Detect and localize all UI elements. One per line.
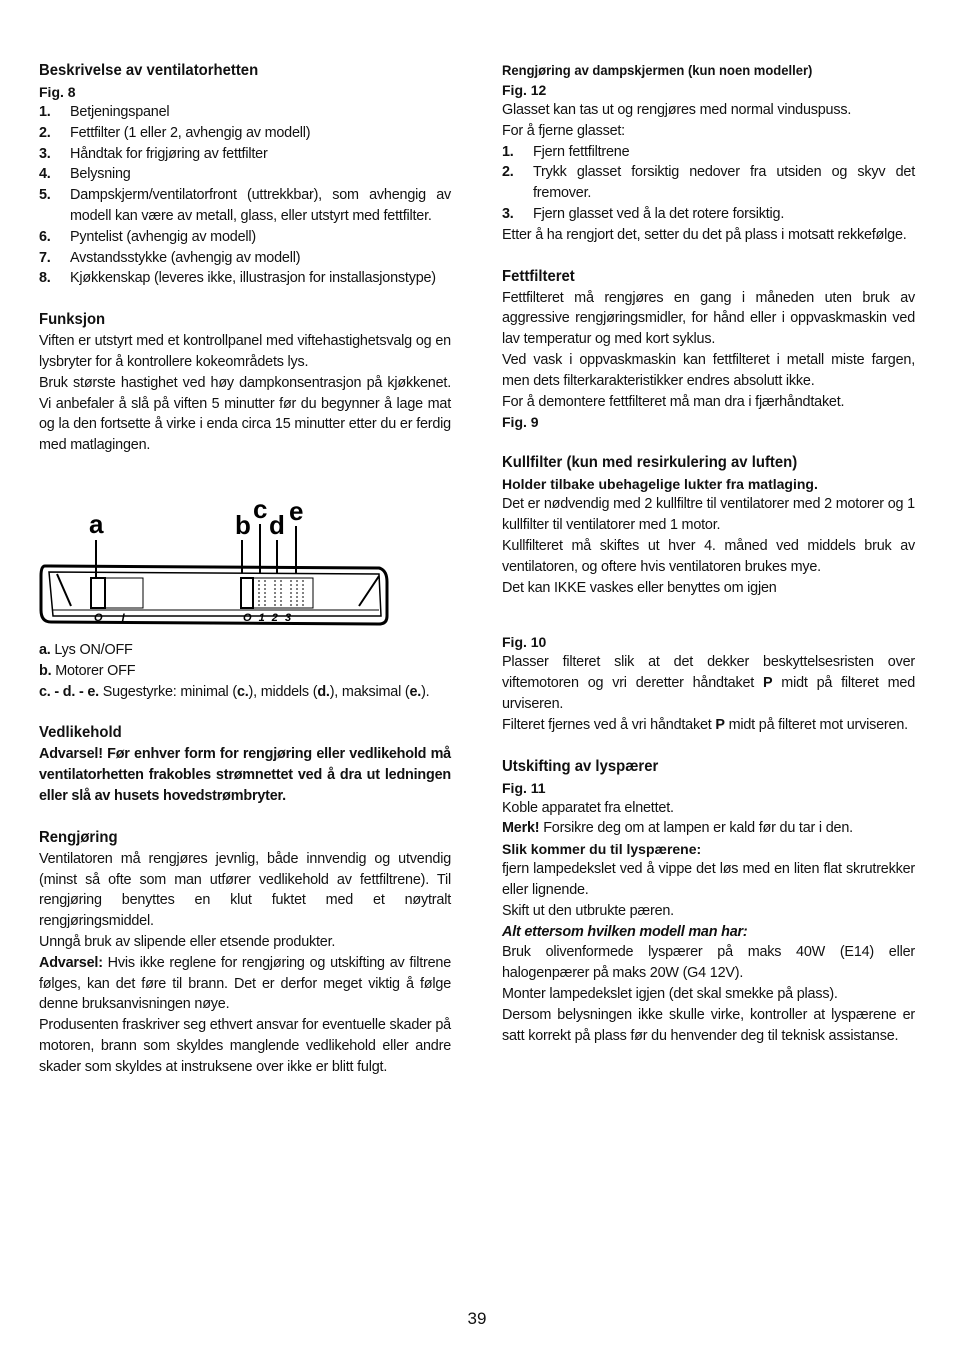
steam-step-item	[502, 142, 915, 163]
carbon-filter-heading: Kullfilter (kun med resirkulering av luften)	[502, 454, 798, 472]
description-list-item-number: 1.	[39, 104, 51, 120]
cleaning-heading: Rengjøring	[39, 828, 118, 846]
panel-label-e: e	[289, 495, 304, 526]
panel-label-c: c	[253, 493, 268, 524]
description-list-item-number: 2.	[39, 124, 51, 141]
panel-motor-marks: O 1 2 3	[243, 611, 294, 624]
left-column	[39, 60, 451, 1078]
description-list-item-number: 5.	[39, 187, 51, 204]
fig-12-label: Fig. 12	[502, 82, 547, 98]
carbon-paragraph-2: Kullfilteret må skiftes ut hver 4. måned ved middels bruk av ventilatoren, og oftere hvis ventilatoren brukes mye.	[502, 537, 915, 575]
description-list-item	[39, 102, 451, 123]
lamp-note: Merk! Forsikre deg om at lampen er kald før du tar i den.	[502, 820, 853, 837]
control-panel-illustration	[39, 478, 399, 628]
lamp-paragraph-6: Dersom belysningen ikke skulle virke, kontroller at lyspærene er satt korrekt på plass før du henvender deg til teknisk assistanse.	[502, 1006, 915, 1044]
legend-cde: c. - d. - e. Sugestyrke: minimal (c.), middels (d.), maksimal (e.).	[39, 683, 430, 700]
fig10-paragraph-2: Filteret fjernes ved å vri håndtaket P midt på filteret mot urviseren.	[502, 716, 908, 733]
function-paragraph-2: Bruk største hastighet ved høy dampkonsentrasjon på kjøkkenet. Vi anbefaler å slå på viften 5 minutter før du begynner å lage mat og la den fortsette å virke i enda circa 15 minutter etter du er ferdig med matlagingen.	[39, 374, 451, 454]
description-list-item-text: Belysning	[70, 166, 131, 183]
steam-step-item-text: Fjern fettfiltrene	[533, 143, 630, 160]
lamp-model-note: Alt ettersom hvilken modell man har:	[502, 923, 748, 940]
description-list	[39, 102, 451, 289]
steam-step-item-number: 2.	[502, 164, 514, 181]
legend-a: a. Lys ON/OFF	[39, 641, 133, 658]
description-list-item-text: Avstandsstykke (avhengig av modell)	[70, 249, 301, 266]
lamp-paragraph-2: fjern lampedekslet ved å vippe det løs med en liten flat skrutrekker eller lignende.	[502, 861, 915, 898]
right-column	[502, 60, 915, 1046]
lamp-paragraph-3: Skift ut den utbrukte pæren.	[502, 902, 674, 919]
maintenance-warning: Advarsel! Før enhver form for rengjøring eller vedlikehold må ventilatorhetten frakobles strømnettet ved å dra ut ledningen eller slå av husets hovedstrømbryter.	[39, 746, 451, 804]
description-list-item-text: Dampskjerm/ventilatorfront (uttrekkbar), som avhengig av modell kan være av metall, glass, eller utstyrt med fettfilter.	[70, 187, 451, 224]
maintenance-heading: Vedlikehold	[39, 724, 122, 742]
steam-step-item-text: Fjern glasset ved å la det rotere forsiktig.	[533, 205, 785, 222]
description-list-item-text: Kjøkkenskap (leveres ikke, illustrasjon for installasjonstype)	[70, 270, 436, 287]
description-list-item-text: Håndtak for frigjøring av fettfilter	[70, 145, 268, 162]
steam-steps-list	[502, 142, 915, 225]
cleaning-paragraph-4: Produsenten fraskriver seg ethvert ansvar for eventuelle skader på motoren, brann som skyldes manglende vedlikehold eller andre skader som skyldes at instruksene over ikke er blitt fulgt.	[39, 1017, 451, 1075]
steam-screen-heading: Rengjøring av dampskjermen (kun noen modeller)	[502, 62, 813, 78]
description-list-item-text: Fettfilter (1 eller 2, avhengig av modell)	[70, 124, 311, 141]
steam-paragraph-2: For å fjerne glasset:	[502, 122, 625, 139]
description-list-item-text: Pyntelist (avhengig av modell)	[70, 228, 256, 245]
lamp-paragraph-5: Monter lampedekslet igjen (det skal smekke på plass).	[502, 985, 838, 1002]
panel-label-d: d	[269, 509, 285, 540]
steam-paragraph-1: Glasset kan tas ut og rengjøres med normal vinduspuss.	[502, 102, 852, 118]
function-heading: Funksjon	[39, 311, 106, 329]
carbon-paragraph-1: Det er nødvendig med 2 kullfiltre til ventilatorer med 2 motorer og 1 kullfilter til ventilatorer med 1 motor.	[502, 496, 915, 534]
steam-paragraph-3: Etter å ha rengjort det, setter du det på plass i motsatt rekkefølge.	[502, 226, 907, 243]
panel-label-a: a	[89, 508, 104, 539]
panel-light-marks: O I	[94, 611, 133, 624]
fig-11-label: Fig. 11	[502, 779, 546, 796]
fig-9-label: Fig. 9	[502, 414, 539, 431]
grease-paragraph-3: For å demontere fettfilteret må man dra i fjærhåndtaket.	[502, 393, 845, 410]
description-list-item-number: 3.	[39, 145, 51, 162]
function-paragraph-1: Viften er utstyrt med et kontrollpanel med viftehastighetsvalg og en lysbryter for å kontrollere kokeområdets lys.	[39, 333, 451, 370]
legend-b: b. Motorer OFF	[39, 662, 136, 679]
grease-paragraph-1: Fettfilteret må rengjøres en gang i måneden uten bruk av aggressive rengjøringsmidler, for hånd eller i oppvaskmaskin ved lav temperatur og med kort syklus.	[502, 289, 915, 348]
description-list-item	[39, 144, 451, 165]
fig-10-label: Fig. 10	[502, 634, 547, 651]
carbon-paragraph-3: Det kan IKKE vaskes eller benyttes om igjen	[502, 579, 777, 596]
fig10-paragraph-1: Plasser filteret slik at det dekker beskyttelsesristen over viftemotoren og vri deretter håndtaket P midt på filteret med urviseren.	[502, 654, 916, 712]
grease-filter-heading: Fettfilteret	[502, 267, 575, 285]
steam-step-item-number: 1.	[502, 143, 514, 160]
steam-step-item	[502, 204, 915, 225]
description-list-item-number: 8.	[39, 270, 51, 287]
grease-paragraph-2: Ved vask i oppvaskmaskin kan fettfilteret i metall miste fargen, men dets filterkarakteristikker endres absolutt ikke.	[502, 351, 915, 389]
description-list-item	[39, 268, 451, 289]
description-list-item	[39, 227, 451, 248]
description-list-item	[39, 185, 451, 227]
carbon-filter-subheading: Holder tilbake ubehagelige lukter fra matlaging.	[502, 476, 818, 493]
page-number: 39	[467, 1309, 487, 1328]
lamp-heading: Utskifting av lyspærer	[502, 757, 659, 775]
cleaning-paragraph-1: Ventilatoren må rengjøres jevnlig, både innvendig og utvendig (minst så ofte som man utfører vedlikehold av fettfiltrene). Til rengjøring benyttes en klut fuktet med et nøytralt rengjøringsmiddel.	[39, 850, 451, 930]
description-list-item	[39, 164, 451, 185]
description-list-item-text: Betjeningspanel	[70, 104, 170, 120]
cleaning-paragraph-2: Unngå bruk av slipende eller etsende produkter.	[39, 933, 336, 950]
cleaning-paragraph-3: Advarsel: Hvis ikke reglene for rengjøring og utskifting av filtrene følges, kan det føre til brann. Det er derfor meget viktig å følge denne bruksanvisningen nøye.	[39, 954, 451, 1013]
description-list-item-number: 4.	[39, 166, 51, 183]
description-list-item-number: 7.	[39, 249, 51, 266]
steam-step-item-number: 3.	[502, 205, 514, 222]
lamp-paragraph-4: Bruk olivenformede lyspærer på maks 40W (E14) eller halogenpærer på maks 20W (G4 12V).	[502, 944, 915, 982]
panel-label-b: b	[235, 509, 251, 540]
lamp-subheading: Slik kommer du til lyspærene:	[502, 841, 702, 858]
steam-step-item	[502, 162, 915, 204]
description-list-item	[39, 123, 451, 144]
description-list-item-number: 6.	[39, 228, 51, 245]
steam-step-item-text: Trykk glasset forsiktig nedover fra utsiden og skyv det fremover.	[533, 164, 915, 202]
fig-8-label: Fig. 8	[39, 84, 76, 100]
description-heading: Beskrivelse av ventilatorhetten	[39, 62, 259, 79]
description-list-item	[39, 248, 451, 269]
lamp-paragraph-1: Koble apparatet fra elnettet.	[502, 799, 674, 816]
